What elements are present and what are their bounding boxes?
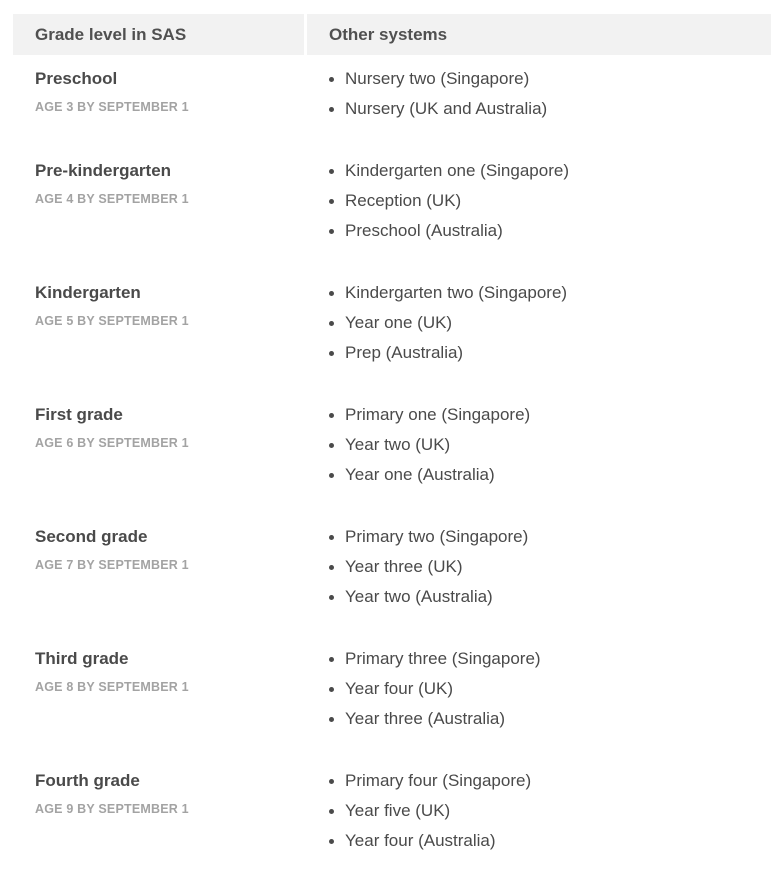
grade-name: Pre-kindergarten	[35, 161, 172, 180]
list-item: Reception (UK)	[329, 191, 771, 211]
column-header-other-systems: Other systems	[307, 14, 771, 55]
table-row	[13, 757, 771, 877]
systems-cell	[307, 513, 771, 635]
systems-list	[329, 649, 771, 729]
list-item: Primary four (Singapore)	[329, 771, 771, 791]
grade-name: Kindergarten	[35, 283, 141, 302]
systems-cell	[307, 635, 771, 757]
list-item: Year two (UK)	[329, 435, 771, 455]
systems-list	[329, 771, 771, 851]
list-item: Year three (UK)	[329, 557, 771, 577]
list-item: Year five (UK)	[329, 801, 771, 821]
list-item: Year four (Australia)	[329, 831, 771, 851]
list-item: Year three (Australia)	[329, 709, 771, 729]
list-item: Year one (UK)	[329, 313, 771, 333]
table-row	[13, 55, 771, 147]
list-item: Primary three (Singapore)	[329, 649, 771, 669]
grade-name: Second grade	[35, 527, 148, 546]
age-requirement: AGE 8 BY SEPTEMBER 1	[35, 680, 189, 694]
list-item: Year two (Australia)	[329, 587, 771, 607]
systems-list	[329, 161, 771, 241]
list-item: Prep (Australia)	[329, 343, 771, 363]
list-item: Year one (Australia)	[329, 465, 771, 485]
list-item: Kindergarten two (Singapore)	[329, 283, 771, 303]
grade-comparison-table	[13, 14, 771, 877]
grade-name: First grade	[35, 405, 123, 424]
list-item: Primary two (Singapore)	[329, 527, 771, 547]
age-requirement: AGE 3 BY SEPTEMBER 1	[35, 100, 189, 114]
table-row	[13, 513, 771, 635]
age-requirement: AGE 4 BY SEPTEMBER 1	[35, 192, 189, 206]
table-header	[13, 14, 771, 55]
list-item: Nursery (UK and Australia)	[329, 99, 771, 119]
systems-list	[329, 527, 771, 607]
grade-cell	[13, 635, 307, 757]
grade-name: Preschool	[35, 69, 118, 88]
list-item: Preschool (Australia)	[329, 221, 771, 241]
list-item: Kindergarten one (Singapore)	[329, 161, 771, 181]
list-item: Nursery two (Singapore)	[329, 69, 771, 89]
systems-cell	[307, 757, 771, 877]
age-requirement: AGE 9 BY SEPTEMBER 1	[35, 802, 189, 816]
grade-name: Fourth grade	[35, 771, 140, 790]
list-item: Primary one (Singapore)	[329, 405, 771, 425]
systems-cell	[307, 147, 771, 269]
table-row	[13, 269, 771, 391]
systems-list	[329, 69, 771, 119]
systems-cell	[307, 55, 771, 147]
grade-cell	[13, 147, 307, 269]
systems-cell	[307, 391, 771, 513]
grade-cell	[13, 513, 307, 635]
grade-name: Third grade	[35, 649, 129, 668]
list-item: Year four (UK)	[329, 679, 771, 699]
age-requirement: AGE 5 BY SEPTEMBER 1	[35, 314, 189, 328]
age-requirement: AGE 6 BY SEPTEMBER 1	[35, 436, 189, 450]
table-row	[13, 635, 771, 757]
systems-list	[329, 405, 771, 485]
column-header-grade-level: Grade level in SAS	[13, 14, 304, 55]
table-row	[13, 391, 771, 513]
grade-cell	[13, 269, 307, 391]
age-requirement: AGE 7 BY SEPTEMBER 1	[35, 558, 189, 572]
systems-cell	[307, 269, 771, 391]
grade-cell	[13, 391, 307, 513]
table-row	[13, 147, 771, 269]
systems-list	[329, 283, 771, 363]
grade-cell	[13, 757, 307, 877]
grade-cell	[13, 55, 307, 147]
